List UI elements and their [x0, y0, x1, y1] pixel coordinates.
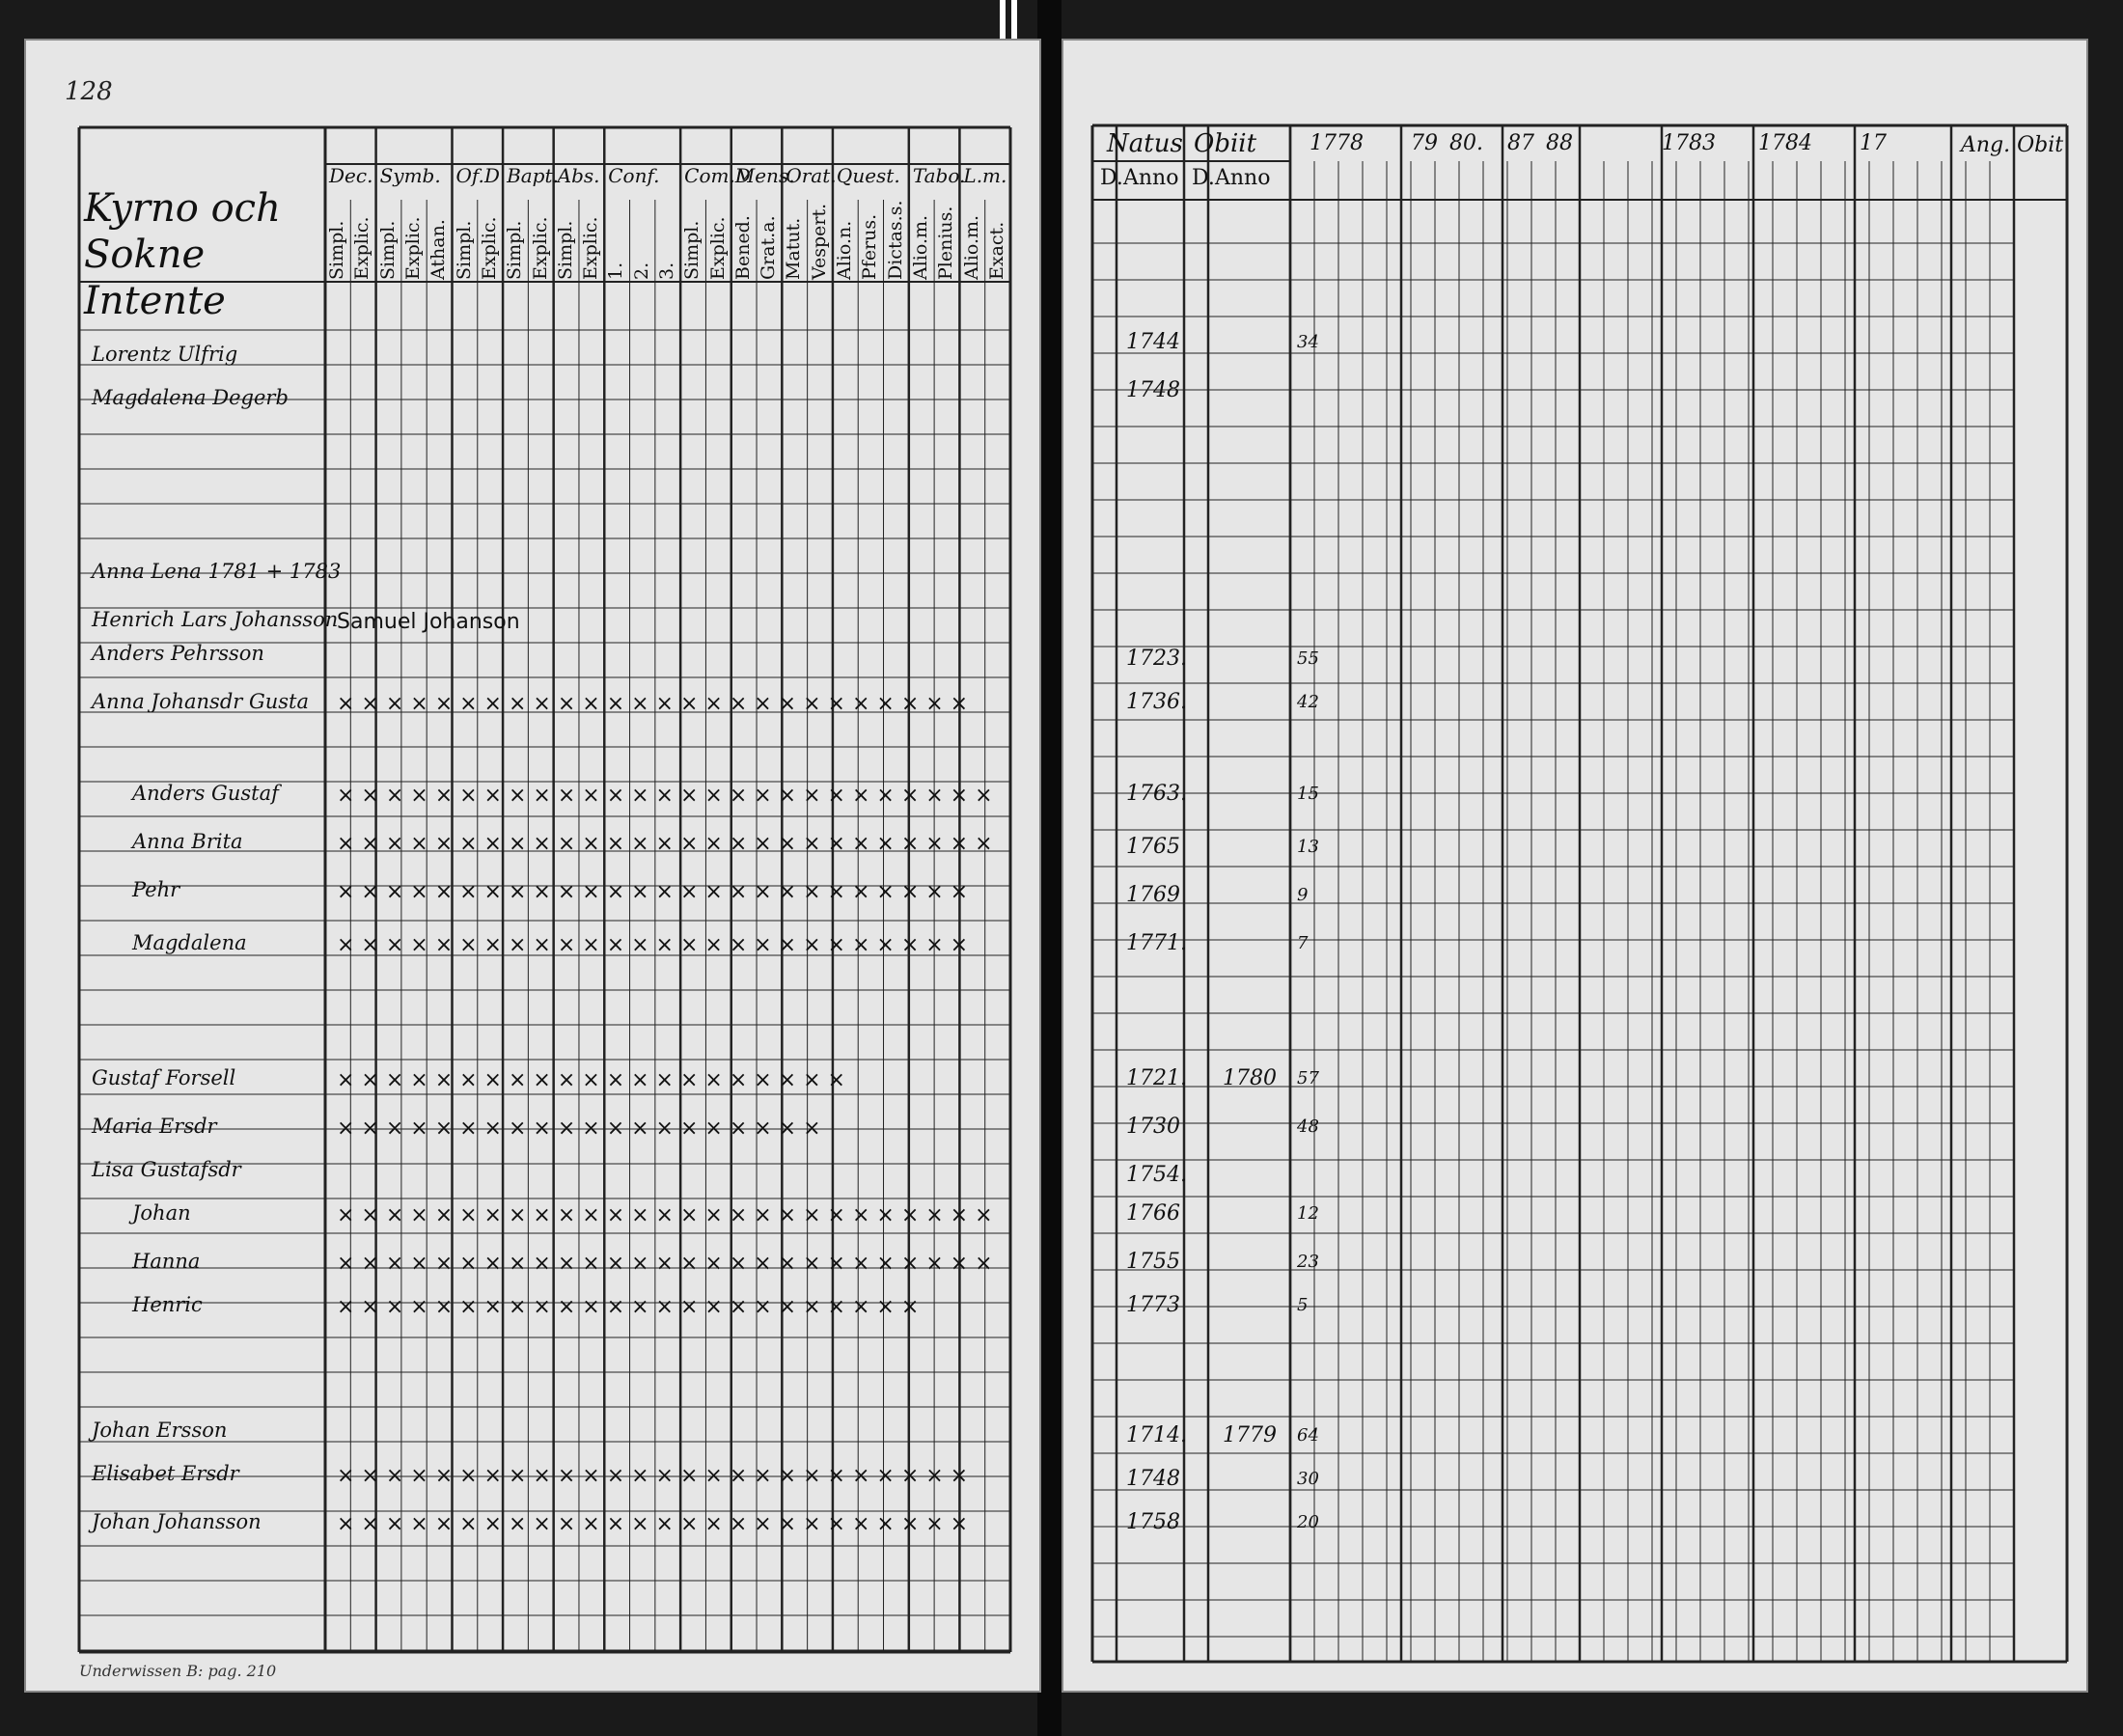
- column-subheader: Matut.: [783, 217, 805, 280]
- competence-marks: × × × × × × × × × × × × × × × × × × × × × × × × × ×: [337, 1464, 969, 1488]
- column-subheader: Simpl.: [554, 220, 576, 280]
- birth-year: 1736.: [1126, 690, 1187, 714]
- column-subheader: Simpl.: [681, 220, 703, 280]
- competence-marks: × × × × × × × × × × × × × × × × × × × × × × × × × ×: [337, 933, 969, 957]
- column-subheader: Athan.: [427, 219, 450, 280]
- birth-year: 1723.: [1126, 647, 1187, 671]
- column-subheader: Explic.: [706, 216, 729, 280]
- birth-year: 1763.: [1126, 782, 1187, 806]
- column-subheader: Dictas.s.: [884, 200, 906, 280]
- age-value: 55: [1297, 648, 1319, 669]
- column-subheader: Explic.: [351, 216, 373, 280]
- age-value: 7: [1297, 933, 1309, 953]
- column-subheader: 1.: [605, 262, 627, 280]
- competence-marks: Samuel Johanson: [337, 610, 520, 634]
- year-column-header: 79: [1411, 131, 1438, 155]
- spine-binding-mark: [1011, 0, 1017, 39]
- age-value: 12: [1297, 1203, 1319, 1224]
- column-subheader: Explic.: [402, 216, 425, 280]
- page-number: 128: [65, 77, 113, 106]
- person-name: Anders Gustaf: [132, 782, 279, 805]
- competence-marks: × × × × × × × × × × × × × × × × × × × ×: [337, 1116, 821, 1141]
- person-name: Anna Johansdr Gusta: [92, 690, 310, 713]
- person-name: Pehr: [132, 878, 180, 901]
- column-subheader: Vespert.: [808, 203, 830, 280]
- column-subheader: Alio.n.: [834, 220, 856, 280]
- age-value: 57: [1297, 1068, 1319, 1088]
- birth-year: 1730: [1126, 1115, 1180, 1139]
- column-subheader: Simpl.: [504, 220, 526, 280]
- column-subheader: Explic.: [529, 216, 551, 280]
- column-header: Abs.: [557, 164, 600, 187]
- person-name: Elisabet Ersdr: [92, 1462, 239, 1485]
- birth-year: 1748: [1126, 1467, 1180, 1491]
- column-subheader: Exact.: [985, 221, 1007, 280]
- birth-year: 1721.: [1126, 1066, 1187, 1090]
- column-header: Orat.: [786, 164, 837, 187]
- age-value: 34: [1297, 332, 1319, 352]
- birth-year: 1755: [1126, 1250, 1180, 1274]
- competence-marks: × × × × × × × × × × × × × × × × × × × × × × × × × × ×: [337, 784, 993, 808]
- person-name: Lisa Gustafsdr: [92, 1158, 241, 1181]
- age-value: 42: [1297, 692, 1319, 712]
- column-header: Com.D: [684, 164, 751, 187]
- competence-marks: × × × × × × × × × × × × × × × × × × × × × × × × × ×: [337, 692, 969, 716]
- birth-year: 1765: [1126, 835, 1180, 859]
- column-subheader: Simpl.: [376, 220, 399, 280]
- natus-year-header: Anno: [1123, 166, 1179, 190]
- column-subheader: Simpl.: [453, 220, 475, 280]
- birth-year: 1714.: [1126, 1423, 1187, 1447]
- angt-obit-header: Ang. Obit: [1961, 133, 2064, 157]
- person-name: Henric: [132, 1293, 203, 1316]
- obiit-day-header: D.: [1192, 166, 1215, 190]
- column-subheader: Explic.: [478, 216, 500, 280]
- column-header: Dec.: [329, 164, 373, 187]
- person-name: Anders Pehrsson: [92, 642, 264, 665]
- natus-day-header: D.: [1100, 166, 1123, 190]
- column-header: Tabo.: [912, 164, 966, 187]
- age-value: 9: [1297, 885, 1309, 905]
- person-name: Johan Johansson: [92, 1510, 262, 1533]
- age-value: 23: [1297, 1252, 1319, 1272]
- person-name: Anna Brita: [132, 830, 243, 853]
- birth-year: 1758: [1126, 1510, 1180, 1534]
- birth-year: 1769: [1126, 883, 1180, 907]
- year-column-header: 1783: [1662, 131, 1716, 155]
- birth-year: 1754.: [1126, 1163, 1187, 1187]
- year-column-header: 1784: [1758, 131, 1812, 155]
- competence-marks: × × × × × × × × × × × × × × × × × × × × × × × × × × ×: [337, 1203, 993, 1227]
- obiit-year-header: Anno: [1215, 166, 1271, 190]
- person-name: Anna Lena 1781 + 1783: [92, 560, 342, 583]
- person-name: Magdalena Degerb: [92, 386, 289, 409]
- year-column-header: 88: [1546, 131, 1573, 155]
- competence-marks: × × × × × × × × × × × × × × × × × × × × ×: [337, 1068, 845, 1092]
- birth-year: 1766: [1126, 1201, 1180, 1226]
- competence-marks: × × × × × × × × × × × × × × × × × × × × × × × × × × ×: [337, 1252, 993, 1276]
- spine-binding-mark: [1000, 0, 1006, 39]
- person-name: Johan: [132, 1201, 191, 1225]
- column-subheader: Alio.m.: [909, 214, 931, 280]
- competence-marks: × × × × × × × × × × × × × × × × × × × × × × × × × × ×: [337, 832, 993, 856]
- year-column-header: 87: [1507, 131, 1534, 155]
- person-name: Johan Ersson: [92, 1419, 228, 1442]
- right-page: [1062, 39, 2088, 1693]
- column-subheader: Grat.a.: [758, 215, 780, 280]
- column-subheader: Explic.: [580, 216, 602, 280]
- person-name: Hanna: [132, 1250, 201, 1273]
- column-header: L.m.: [963, 164, 1007, 187]
- death-year: 1780: [1223, 1066, 1277, 1090]
- year-column-header: 1778: [1310, 131, 1364, 155]
- person-name: Gustaf Forsell: [92, 1066, 236, 1089]
- age-value: 20: [1297, 1512, 1319, 1532]
- column-subheader: 3.: [656, 262, 677, 280]
- column-subheader: 2.: [630, 262, 652, 280]
- column-header: Bapt.: [507, 164, 559, 187]
- column-subheader: Simpl.: [326, 220, 348, 280]
- natus-header: Natus: [1107, 129, 1183, 158]
- competence-marks: × × × × × × × × × × × × × × × × × × × × × × × ×: [337, 1295, 920, 1319]
- person-name: Magdalena: [132, 931, 247, 954]
- person-name: Lorentz Ulfrig: [92, 343, 238, 366]
- left-page: [24, 39, 1041, 1693]
- competence-marks: × × × × × × × × × × × × × × × × × × × × × × × × × ×: [337, 880, 969, 904]
- age-value: 15: [1297, 784, 1319, 804]
- right-grid-lines: [1063, 41, 2086, 1691]
- column-header: Of.D: [455, 164, 500, 187]
- birth-year: 1744: [1126, 330, 1180, 354]
- year-column-header: 80.: [1449, 131, 1483, 155]
- age-value: 30: [1297, 1469, 1319, 1489]
- column-header: Quest.: [836, 164, 900, 187]
- age-value: 5: [1297, 1295, 1309, 1315]
- birth-year: 1773: [1126, 1293, 1180, 1317]
- column-header: Mens.: [734, 164, 795, 187]
- person-name: Henrich Lars Johansson: [92, 608, 339, 631]
- birth-year: 1748: [1126, 378, 1180, 402]
- column-header: Conf.: [608, 164, 660, 187]
- register-title: Kyrno och Sokne Intente: [84, 186, 281, 323]
- person-name: Maria Ersdr: [92, 1115, 217, 1138]
- age-value: 64: [1297, 1425, 1319, 1446]
- obiit-header: Obiit: [1194, 129, 1257, 158]
- death-year: 1779: [1223, 1423, 1277, 1447]
- column-header: Symb.: [379, 164, 441, 187]
- year-column-header: 17: [1860, 131, 1887, 155]
- column-subheader: Pferus.: [859, 213, 881, 280]
- column-subheader: Plenius.: [935, 206, 957, 280]
- competence-marks: × × × × × × × × × × × × × × × × × × × × × × × × × ×: [337, 1512, 969, 1536]
- age-value: 48: [1297, 1116, 1319, 1137]
- column-subheader: Alio.m.: [960, 214, 982, 280]
- age-value: 13: [1297, 837, 1319, 857]
- column-subheader: Bened.: [731, 215, 754, 280]
- birth-year: 1771.: [1126, 931, 1187, 955]
- footnote: Underwissen B: pag. 210: [79, 1662, 277, 1680]
